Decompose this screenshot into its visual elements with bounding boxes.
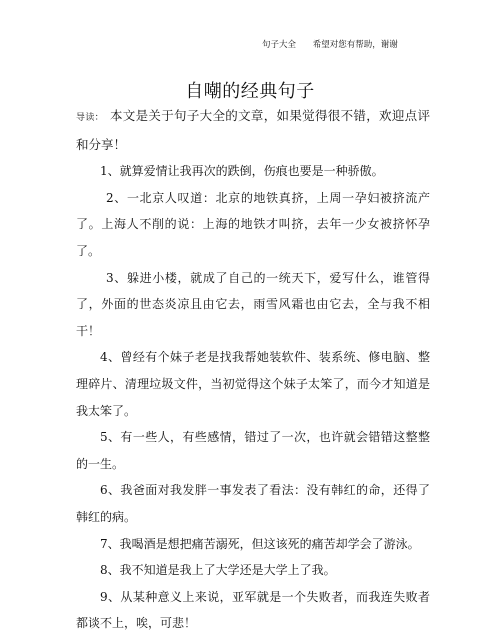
sentence-item-2: 2、一北京人叹道：北京的地铁真挤，上周一孕妇被挤流产了。上海人不削的说：上海的地铁才叫挤，去年一少女被挤怀孕了。: [76, 190, 430, 258]
intro-label: 导读：: [76, 113, 104, 123]
header-left-text: 句子大全: [262, 40, 297, 50]
sentence-item-5: 5、有一些人，有些感情，错过了一次，也许就会错错这整整的一生。: [76, 430, 430, 471]
header-right-text: 希望对您有帮助，谢谢: [312, 40, 398, 50]
document-title: 自嘲的经典句子: [185, 81, 315, 102]
sentence-item-6: 6、我爸面对我发胖一事发表了看法：没有韩红的命，还得了韩红的病。: [76, 483, 430, 524]
document-body: [76, 103, 430, 637]
sentence-item-7: 7、我喝酒是想把痛苦溺死，但这该死的痛苦却学会了游泳。: [100, 536, 420, 551]
intro-text: 本文是关于句子大全的文章，如果觉得很不错，欢迎点评和分享！: [76, 108, 430, 152]
intro-paragraph: [76, 103, 430, 158]
sentence-item-8: 8、我不知道是我上了大学还是大学上了我。: [100, 563, 336, 578]
sentence-item-4: 4、曾经有个妹子老是找我帮她装软件、装系统、修电脑、整理碎片、清理垃圾文件，当初觉得这个妹子太笨了，而今才知道是我太笨了。: [76, 350, 430, 418]
sentence-item-3: 3、躲进小楼，就成了自己的一统天下，爱写什么，谁管得了，外面的世态炎凉且由它去，雨雪风霜也由它去，全与我不相干！: [76, 270, 430, 338]
page-header: [262, 38, 462, 50]
sentence-item-9: 9、从某种意义上来说，亚军就是一个失败者，而我连失败者都谈不上，唉，可悲！: [76, 589, 430, 631]
sentence-item-1: 1、就算爱情让我再次的跌倒，伤痕也要是一种骄傲。: [100, 164, 384, 179]
